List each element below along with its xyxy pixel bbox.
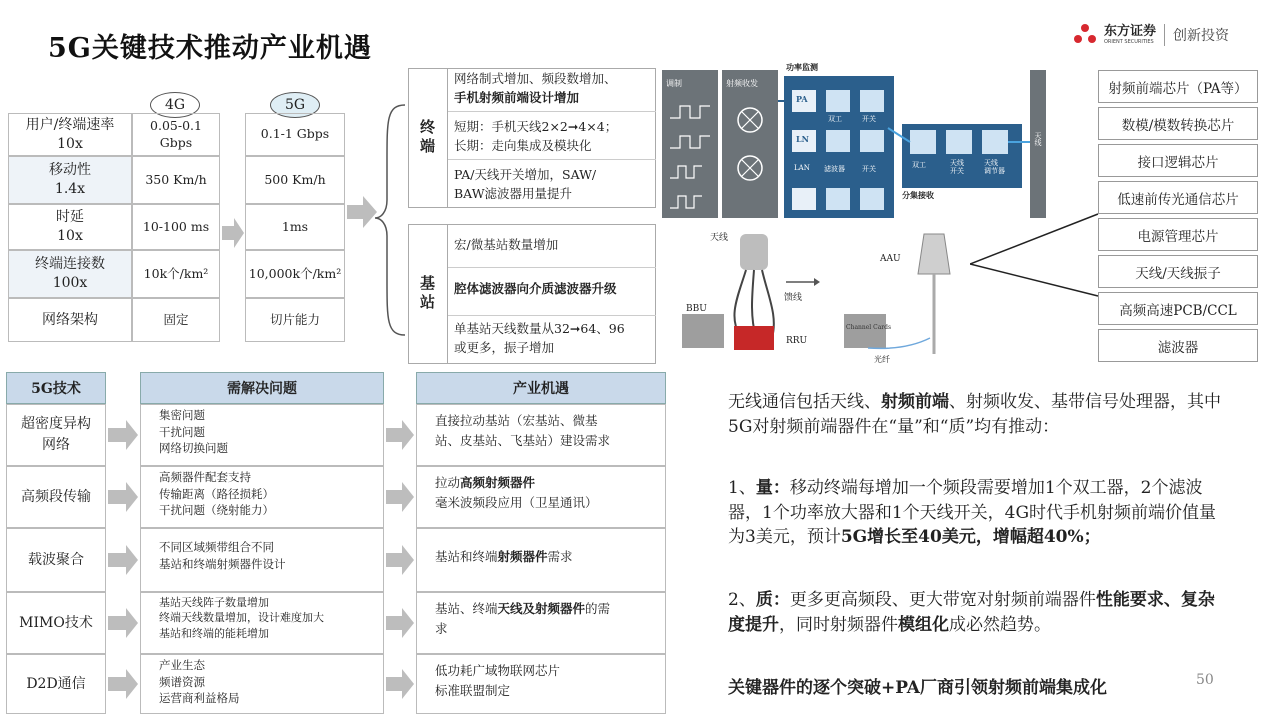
bt-opp-text: 拉动 <box>435 475 461 490</box>
p3-num: 2、 <box>728 590 756 610</box>
p3-text: 更多更高频段、更大带宽对射频前端器件 <box>789 590 1096 610</box>
row-label-speed: 用户/终端速率 10x <box>8 113 132 156</box>
label-antsw: 天线 开关 <box>950 159 964 175</box>
v4g-mobility: 350 Km/h <box>132 156 220 204</box>
bt-opp <box>416 592 666 654</box>
label-pa: PA <box>796 94 808 104</box>
base-row-3: 单基站天线数量从32➞64、96 或更多，振子增加 <box>454 321 625 355</box>
bt-arrows-right-icon <box>386 404 416 714</box>
v4g-speed: 0.05-0.1 Gbps <box>132 113 220 156</box>
chip-item: 射频前端芯片（PA等） <box>1098 70 1258 103</box>
brace-icon <box>375 100 407 340</box>
chip-item: 滤波器 <box>1098 329 1258 362</box>
oval-4g: 4G <box>150 92 200 118</box>
terminal-head: 终端 <box>408 68 448 208</box>
bt-opp <box>416 528 666 592</box>
bt-opp <box>416 466 666 528</box>
v4g-latency: 10-100 ms <box>132 204 220 250</box>
bt-opp: 直接拉动基站（宏基站、微基 站、皮基站、飞基站）建设需求 <box>416 404 666 466</box>
chip-item: 数模/模数转换芯片 <box>1098 107 1258 140</box>
base-row-2: 腔体滤波器向介质滤波器升级 <box>448 268 656 316</box>
label-transceiver: 射频收发 <box>726 79 758 88</box>
oval-5g: 5G <box>270 92 320 118</box>
label-feeder: 馈线 <box>784 293 803 303</box>
v5g-latency: 1ms <box>245 204 345 250</box>
label-tuner: 天线 调节器 <box>984 159 1005 175</box>
paragraph-conclusion: 关键器件的逐个突破+PA厂商引领射频前端集成化 <box>728 678 1107 698</box>
bt-tech: 高频段传输 <box>6 466 106 528</box>
arrow-4g-to-5g-icon <box>222 218 244 248</box>
p2-text: 移动终端每增加一个频段需要增加1个双工器，2个滤波器，1个功率放大器和1个天线开关，4G时代手机射频前端价值量为3美元，预计 <box>728 478 1217 548</box>
logo-mark-icon <box>1072 22 1098 48</box>
bt-opp-text2: 的需 求 <box>435 601 611 636</box>
bt-tech: 超密度异构 网络 <box>6 404 106 466</box>
p3-bold3: 模组化 <box>898 614 949 635</box>
p1-bold: 射频前端 <box>881 392 949 412</box>
rf-diagram-svg <box>660 68 1048 220</box>
bt-opp-text: 基站和终端 <box>435 549 498 564</box>
bt-issues: 集密问题 干扰问题 网络切换问题 <box>140 404 384 466</box>
bt-opp-text: 基站、终端 <box>435 601 498 616</box>
terminal-row-2: 短期：手机天线2×2➞4×4； 长期：走向集成及模块化 <box>448 112 656 160</box>
label-bs-ant: 天线 <box>710 233 729 243</box>
label-sw: 开关 <box>862 115 876 123</box>
chip-item: 高频高速PCB/CCL <box>1098 292 1258 325</box>
v5g-speed: 0.1-1 Gbps <box>245 113 345 156</box>
bt-issues: 不同区域频带组合不同 基站和终端射频器件设计 <box>140 528 384 592</box>
p3-text2: ，同时射频器件 <box>779 614 898 635</box>
v5g-mobility: 500 Km/h <box>245 156 345 204</box>
label-aau: AAU <box>880 254 901 264</box>
base-station-svg <box>668 226 998 366</box>
p1-text: 无线通信包括天线、 <box>728 392 881 412</box>
p3-bold: 质： <box>755 590 790 610</box>
v5g-connections: 10,000k个/km² <box>245 250 345 298</box>
label-filter: 滤波器 <box>824 165 845 173</box>
paragraph-intro <box>728 390 1228 439</box>
p2-bold2: 5G增长至40美元，增幅超40%； <box>840 527 1101 548</box>
rf-diagram <box>660 62 1048 220</box>
p1-text2: 、射频收发、基带信号处理器，其中5G对射频前端器件在“量”和“质”均有推动： <box>728 392 1221 437</box>
label-fiber: 光纤 <box>874 355 890 364</box>
bt-opp-bold: 射频器件 <box>497 549 548 564</box>
label-dup2: 双工 <box>912 161 926 169</box>
bt-issues: 基站天线阵子数量增加 终端天线数量增加，设计难度加大 基站和终端的能耗增加 <box>140 592 384 654</box>
v4g-architecture: 固定 <box>132 298 220 342</box>
label-ant: 天线 <box>1034 132 1042 146</box>
label-board: Channel Cards <box>846 324 892 331</box>
bt-tech: D2D通信 <box>6 654 106 714</box>
label-bbu: BBU <box>686 304 707 314</box>
bt-arrows-left-icon <box>108 404 140 714</box>
brand-logo <box>1072 18 1247 52</box>
page-title: 5G关键技术推动产业机遇 <box>48 33 372 64</box>
chip-item: 电源管理芯片 <box>1098 218 1258 251</box>
label-dup: 双工 <box>828 115 842 123</box>
label-lan: LAN <box>794 164 810 172</box>
row-label-mobility: 移动性 1.4x <box>8 156 132 204</box>
page-number: 50 <box>1196 672 1214 688</box>
p3-bold2: 性能要求、复杂度提升 <box>728 590 1215 635</box>
base-head: 基站 <box>408 224 448 364</box>
terminal-row-1-text: 网络制式增加、频段数增加、 <box>454 71 617 86</box>
p2-num: 1、 <box>728 478 756 498</box>
bt-tech: MIMO技术 <box>6 592 106 654</box>
bt-issues: 产业生态 频谱资源 运营商利益格局 <box>140 654 384 714</box>
bt-issues: 高频器件配套支持 传输距离（路径损耗） 干扰问题（绕射能力） <box>140 466 384 528</box>
bt-opp-bold: 高频射频器件 <box>460 475 536 490</box>
row-label-architecture: 网络架构 <box>8 298 132 342</box>
terminal-row-3: PA/天线开关增加，SAW/ BAW滤波器用量提升 <box>454 167 597 201</box>
bt-header-opp: 产业机遇 <box>416 372 666 404</box>
label-sw2: 开关 <box>862 165 876 173</box>
logo-name: 东方证券 <box>1104 24 1157 39</box>
chip-item: 低速前传光通信芯片 <box>1098 181 1258 214</box>
label-modulation: 调制 <box>666 79 682 88</box>
chip-connector-lines <box>970 200 1100 300</box>
logo-slogan: 创新投资 <box>1173 28 1230 44</box>
v4g-connections: 10k个/km² <box>132 250 220 298</box>
bt-opp: 低功耗广域物联网芯片 标准联盟制定 <box>416 654 666 714</box>
logo-en: ORIENT SECURITIES <box>1104 39 1154 45</box>
logo-divider <box>1164 24 1165 46</box>
label-power: 功率监测 <box>786 62 818 72</box>
chip-item: 接口逻辑芯片 <box>1098 144 1258 177</box>
chip-item: 天线/天线振子 <box>1098 255 1258 288</box>
v5g-architecture: 切片能力 <box>245 298 345 342</box>
paragraph-quantity <box>728 476 1228 550</box>
bt-tech: 载波聚合 <box>6 528 106 592</box>
terminal-row-1-bold: 手机射频前端设计增加 <box>454 89 580 105</box>
row-label-latency: 时延 10x <box>8 204 132 250</box>
label-ln: LN <box>796 134 809 144</box>
bt-opp-text2: 需求 <box>547 549 573 564</box>
p2-bold: 量： <box>755 478 790 498</box>
terminal-row-1 <box>448 68 656 112</box>
bt-header-tech: 5G技术 <box>6 372 106 404</box>
base-row-1: 宏/微基站数量增加 <box>448 224 656 268</box>
bt-header-issues: 需解决问题 <box>140 372 384 404</box>
bt-opp-text2: 毫米波频段应用（卫星通讯） <box>435 495 598 510</box>
bt-opp-bold: 天线及射频器件 <box>497 601 586 616</box>
base-station-diagram <box>668 226 998 366</box>
label-div: 分集接收 <box>902 190 934 200</box>
p3-text3: 成必然趋势。 <box>949 614 1051 635</box>
paragraph-quality <box>728 588 1228 637</box>
row-label-connections: 终端连接数 100x <box>8 250 132 298</box>
arrow-to-apps-icon <box>347 196 377 228</box>
label-rru: RRU <box>786 336 808 346</box>
